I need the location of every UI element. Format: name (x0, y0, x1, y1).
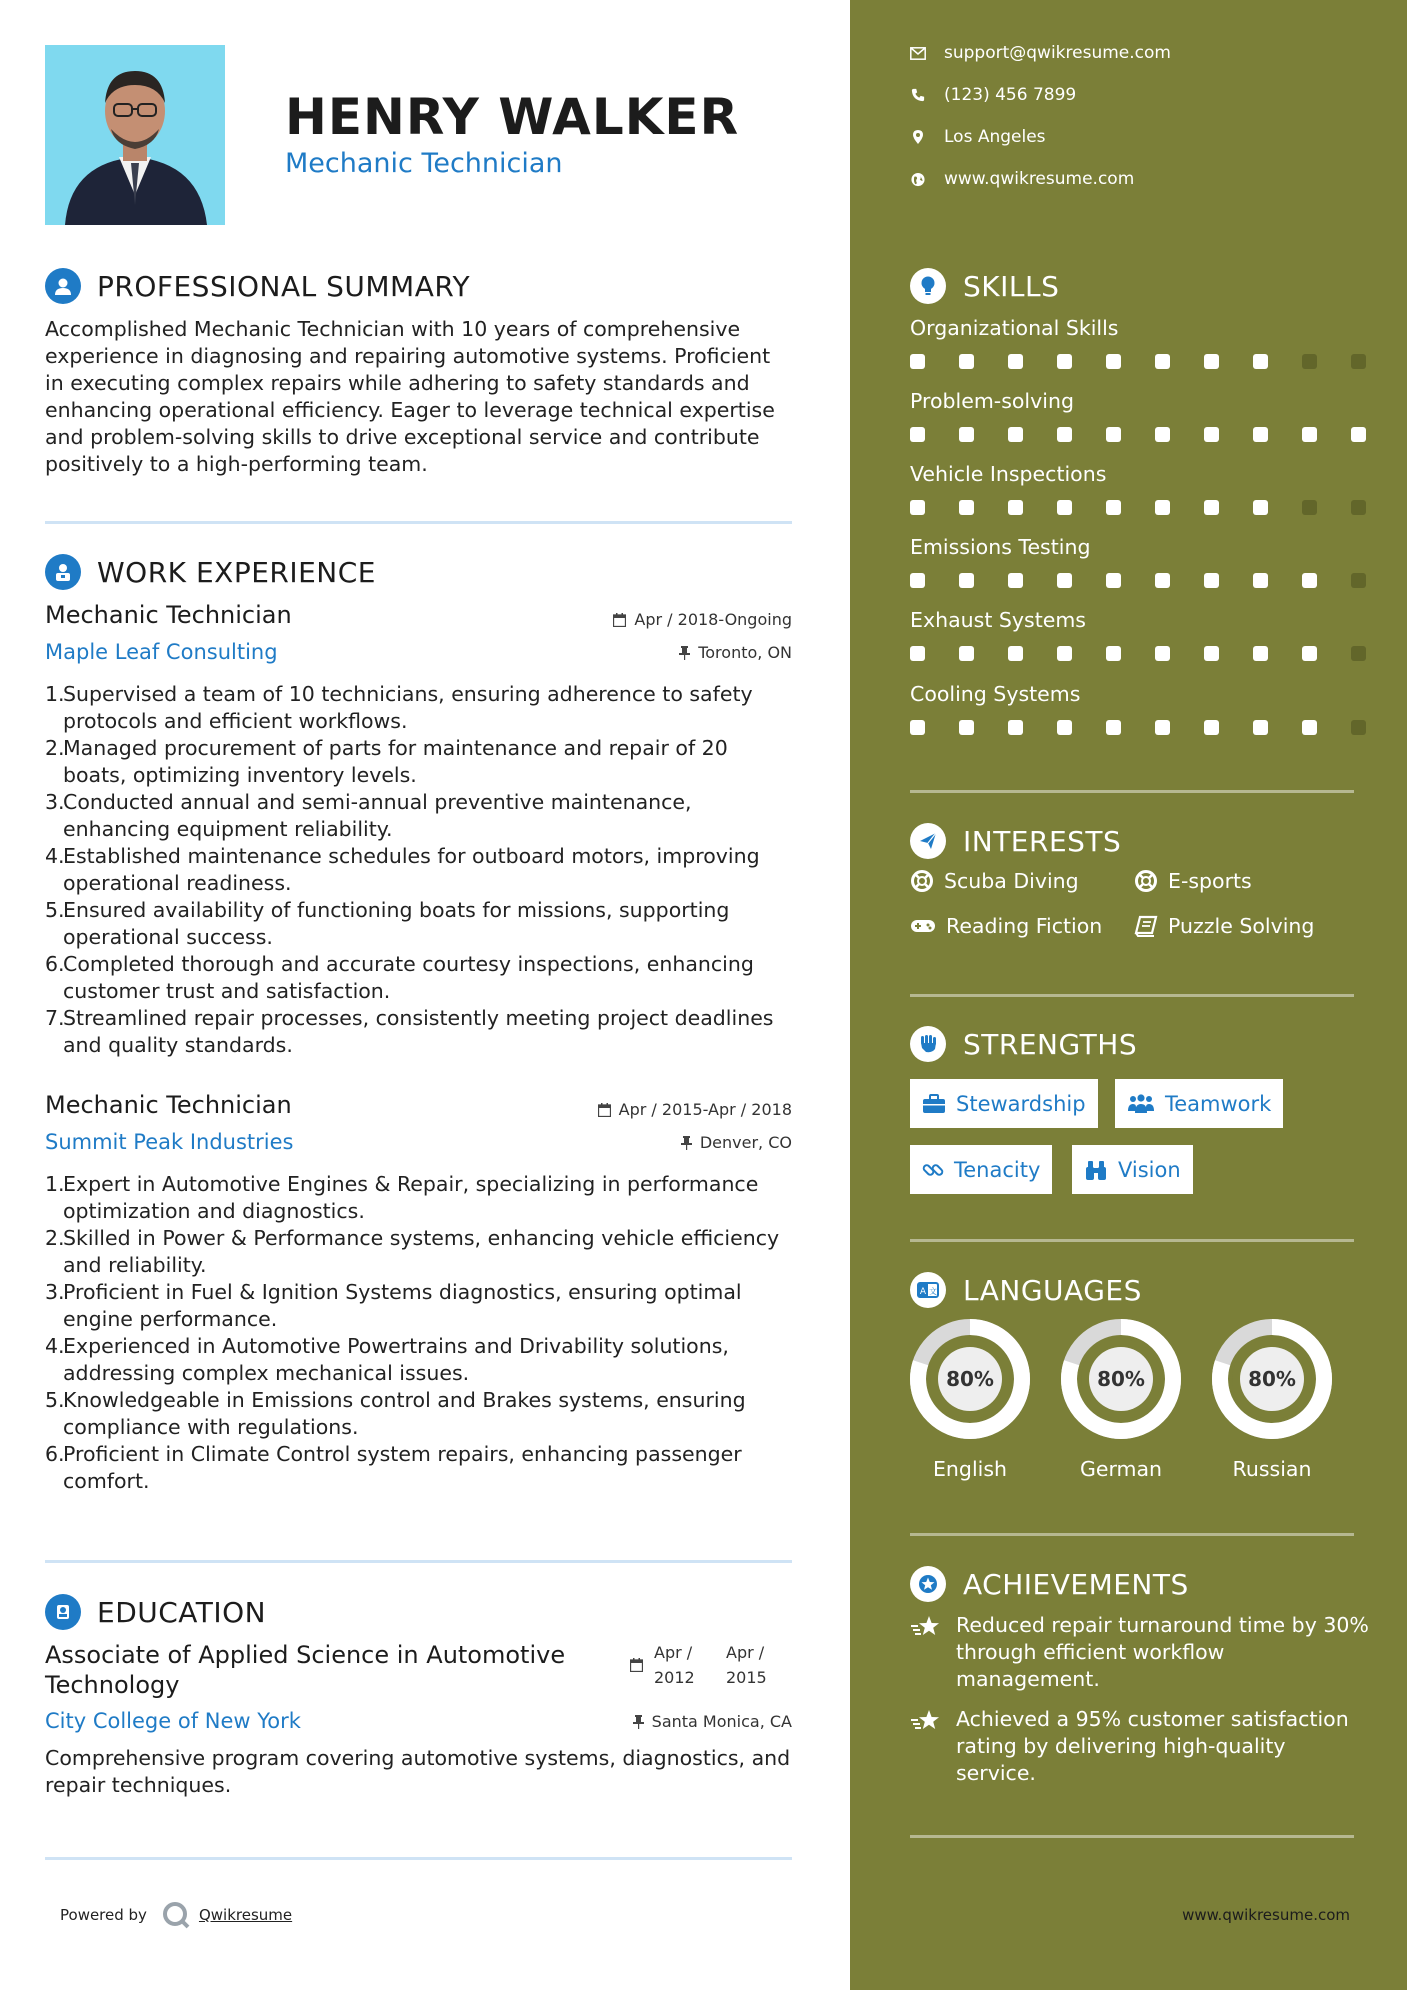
skill-dot-filled (1253, 354, 1268, 369)
job-dates (598, 1100, 792, 1119)
briefcase-icon (922, 1094, 946, 1114)
skill-dot-filled (1204, 354, 1219, 369)
skill-dot-filled (959, 354, 974, 369)
languages-title: LANGUAGES (963, 1273, 1142, 1307)
achievements-heading (910, 1566, 1189, 1602)
skill-dot-filled (1302, 573, 1317, 588)
strengths-heading (910, 1026, 1137, 1062)
skill-dot-filled (1057, 573, 1072, 588)
pin-icon (633, 1715, 644, 1729)
strength-badge: Tenacity (910, 1145, 1052, 1194)
duty-item: 6. Proficient in Climate Control system repairs, enhancing passenger comfort. (45, 1442, 742, 1493)
skill-dot-filled (1008, 354, 1023, 369)
duty-item: 6. Completed thorough and accurate courtesy inspections, enhancing customer trust and satisfaction. (45, 952, 754, 1003)
skill-dot-filled (1253, 720, 1268, 735)
language-progress-ring (1059, 1317, 1183, 1441)
briefcase-user-icon (45, 554, 81, 590)
contact-location: Los Angeles (910, 127, 1046, 147)
divider (45, 1857, 792, 1860)
globe-icon (910, 172, 926, 187)
skill-dot-filled (1204, 646, 1219, 661)
skill-dot-filled (1106, 427, 1121, 442)
interest-item: E-sports (1134, 869, 1252, 893)
skill-dot-filled (1155, 427, 1170, 442)
education-heading (45, 1594, 266, 1630)
skill-name: Cooling Systems (910, 682, 1081, 706)
powered-by (60, 1900, 292, 1930)
footer-website[interactable]: www.qwikresume.com (1182, 1906, 1350, 1924)
language-percent: 80% (946, 1367, 994, 1391)
language-progress-ring (908, 1317, 1032, 1441)
divider (910, 1533, 1354, 1536)
language-item (1059, 1317, 1183, 1481)
duty-item: 2. Managed procurement of parts for maintenance and repair of 20 boats, optimizing inventory levels. (45, 736, 728, 787)
work-heading (45, 554, 376, 590)
job-dates-text: Apr / 2018-Ongoing (634, 610, 792, 629)
interests-heading (910, 823, 1121, 859)
job-dates (613, 610, 792, 629)
duty-item: 2. Skilled in Power & Performance systems, enhancing vehicle efficiency and reliability. (45, 1226, 780, 1277)
skill-dot-filled (959, 573, 974, 588)
duty-item: 3. Proficient in Fuel & Ignition Systems diagnostics, ensuring optimal engine performance. (45, 1280, 742, 1331)
skill-dot-empty (1302, 354, 1317, 369)
school-location (633, 1712, 792, 1731)
link-icon (922, 1159, 944, 1181)
qwikresume-logo-icon (161, 1900, 191, 1930)
skill-dot-filled (1008, 720, 1023, 735)
skill-dot-filled (1057, 646, 1072, 661)
summary-text: Accomplished Mechanic Technician with 10 years of comprehensive experience in diagnosing and repairing automotive systems. Proficient in executing complex repairs while adhering to safety standards and enhancing operational efficiency. Eager to leverage technical expertise and problem-solving skills to drive exceptional service and contribute positively to a high-performing team. (45, 317, 775, 476)
skill-rating (910, 720, 1400, 735)
duty-item: 3. Conducted annual and semi-annual preventive maintenance, enhancing equipment reliability. (45, 790, 692, 841)
skill-dot-empty (1351, 354, 1366, 369)
skill-dot-filled (1106, 573, 1121, 588)
skill-name: Emissions Testing (910, 535, 1091, 559)
calendar-icon (613, 613, 626, 627)
skill-dot-filled (959, 646, 974, 661)
fist-icon (910, 1026, 946, 1062)
gamepad-icon (910, 916, 936, 936)
skill-dot-filled (1253, 573, 1268, 588)
duty-item: 4. Established maintenance schedules for outboard motors, improving operational readiness. (45, 844, 760, 895)
skill-dot-filled (1008, 573, 1023, 588)
divider (910, 994, 1354, 997)
interests-title: INTERESTS (963, 824, 1122, 858)
duty-item: 7. Streamlined repair processes, consistently meeting project deadlines and quality standards. (45, 1006, 774, 1057)
duty-item: 1. Expert in Automotive Engines & Repair, specializing in performance optimization and diagnostics. (45, 1172, 759, 1223)
education-title: EDUCATION (97, 1595, 267, 1629)
skill-dot-filled (1155, 720, 1170, 735)
skill-name: Vehicle Inspections (910, 462, 1107, 486)
skill-rating (910, 573, 1400, 588)
binoculars-icon (1084, 1159, 1108, 1181)
skill-dot-filled (959, 500, 974, 515)
achievement-item: Achieved a 95% customer satisfaction rating by delivering high-quality service. (910, 1706, 1370, 1787)
skill-dot-empty (1351, 573, 1366, 588)
skill-dot-filled (1057, 500, 1072, 515)
skill-dot-filled (1253, 646, 1268, 661)
summary-title: PROFESSIONAL SUMMARY (97, 269, 471, 303)
degree-title: Associate of Applied Science in Automotive Technology (45, 1641, 566, 1699)
language-percent: 80% (1248, 1367, 1296, 1391)
skill-dot-filled (1253, 500, 1268, 515)
job-company: Maple Leaf Consulting (45, 640, 278, 664)
book-icon (1134, 915, 1158, 937)
school-name: City College of New York (45, 1709, 301, 1733)
divider (45, 521, 792, 524)
job-title: Mechanic Technician (45, 1091, 292, 1119)
skill-dot-filled (910, 720, 925, 735)
interest-item: Reading Fiction (910, 914, 1102, 938)
start-date: Apr / 2012 (654, 1643, 695, 1687)
job-location (681, 1133, 792, 1152)
job-location-text: Toronto, ON (698, 643, 792, 662)
language-icon (910, 1272, 946, 1308)
skill-dot-empty (1351, 500, 1366, 515)
skill-dot-filled (1204, 573, 1219, 588)
skill-dot-filled (1204, 500, 1219, 515)
education-dates (654, 1640, 786, 1690)
skill-name: Exhaust Systems (910, 608, 1086, 632)
skill-dot-filled (1106, 646, 1121, 661)
life-ring-icon (910, 869, 934, 893)
user-icon (45, 268, 81, 304)
duty-item: 4. Experienced in Automotive Powertrains and Drivability solutions, addressing complex mechanical issues. (45, 1334, 729, 1385)
language-name: German (1079, 1457, 1163, 1481)
skill-dot-filled (1204, 720, 1219, 735)
skills-title: SKILLS (963, 269, 1060, 303)
divider (910, 790, 1354, 793)
svg-text:A: A (919, 1287, 927, 1297)
skill-name: Organizational Skills (910, 316, 1119, 340)
strengths-title: STRENGTHS (963, 1027, 1138, 1061)
skill-dot-filled (1008, 427, 1023, 442)
skill-dot-filled (910, 427, 925, 442)
languages-heading (910, 1272, 1142, 1308)
pin-icon (679, 646, 690, 660)
school-location-text: Santa Monica, CA (651, 1712, 792, 1731)
graduate-icon (45, 1594, 81, 1630)
language-item (1210, 1317, 1334, 1481)
lightbulb-icon (910, 268, 946, 304)
skill-dot-filled (1155, 500, 1170, 515)
end-date: Apr / 2015 (726, 1643, 767, 1687)
calendar-icon (630, 1658, 643, 1672)
skill-dot-filled (1155, 646, 1170, 661)
language-name: English (932, 1457, 1008, 1481)
candidate-name: HENRY WALKER (285, 88, 740, 146)
job-location (679, 643, 792, 662)
skill-dot-empty (1302, 500, 1317, 515)
skill-dot-filled (1057, 354, 1072, 369)
summary-heading (45, 268, 470, 304)
skill-dot-filled (1106, 720, 1121, 735)
contact-phone: (123) 456 7899 (910, 85, 1076, 105)
sidebar (850, 0, 1407, 1990)
skill-dot-filled (1008, 646, 1023, 661)
skill-dot-filled (1008, 500, 1023, 515)
work-title: WORK EXPERIENCE (97, 555, 376, 589)
envelope-icon (910, 47, 926, 60)
language-name: Russian (1232, 1457, 1312, 1481)
shooting-star-icon (910, 1614, 942, 1640)
skill-name: Problem-solving (910, 389, 1074, 413)
skill-dot-filled (959, 720, 974, 735)
skill-dot-filled (1155, 573, 1170, 588)
language-progress-ring (1210, 1317, 1334, 1441)
star-badge-icon (910, 1566, 946, 1602)
job-dates-text: Apr / 2015-Apr / 2018 (618, 1100, 792, 1119)
education-description: Comprehensive program covering automotive systems, diagnostics, and repair techniques. (45, 1746, 791, 1797)
interest-item: Scuba Diving (910, 869, 1079, 893)
skill-dot-filled (1057, 720, 1072, 735)
contact-email: support@qwikresume.com (910, 43, 1171, 63)
language-item (908, 1317, 1032, 1481)
interest-item: Puzzle Solving (1134, 914, 1314, 938)
life-ring-icon (1134, 869, 1158, 893)
duty-item: 5. Knowledgeable in Emissions control and Brakes systems, ensuring compliance with regulations. (45, 1388, 746, 1439)
divider (45, 1560, 792, 1563)
shooting-star-icon (910, 1708, 942, 1734)
skills-heading (910, 268, 1059, 304)
skill-rating (910, 500, 1400, 515)
achievement-item: Reduced repair turnaround time by 30% through efficient workflow management. (910, 1612, 1370, 1693)
job-location-text: Denver, CO (699, 1133, 792, 1152)
language-percent: 80% (1097, 1367, 1145, 1391)
contact-website: www.qwikresume.com (910, 169, 1134, 189)
skill-dot-empty (1351, 720, 1366, 735)
skill-rating (910, 427, 1400, 442)
skill-rating (910, 646, 1400, 661)
job-title: Mechanic Technician (45, 601, 292, 629)
skill-dot-filled (1351, 427, 1366, 442)
users-icon (1127, 1094, 1155, 1114)
skill-dot-filled (1204, 427, 1219, 442)
calendar-icon (598, 1103, 611, 1117)
skill-dot-filled (910, 573, 925, 588)
divider (910, 1239, 1354, 1242)
skill-dot-filled (910, 646, 925, 661)
powered-by-label: Powered by (60, 1906, 147, 1924)
strength-badge: Teamwork (1115, 1079, 1283, 1128)
skill-dot-filled (1302, 427, 1317, 442)
qwikresume-link[interactable]: Qwikresume (198, 1906, 293, 1924)
skill-dot-filled (1106, 500, 1121, 515)
skill-dot-filled (1302, 646, 1317, 661)
skill-dot-filled (910, 354, 925, 369)
phone-icon (910, 88, 926, 102)
pin-icon (681, 1136, 692, 1150)
divider (910, 1835, 1354, 1838)
paper-plane-icon (910, 823, 946, 859)
skill-dot-filled (1106, 354, 1121, 369)
skill-dot-filled (1057, 427, 1072, 442)
job-duties-list (45, 1171, 795, 1495)
candidate-role: Mechanic Technician (285, 148, 563, 179)
strength-badge: Stewardship (910, 1079, 1098, 1128)
skill-dot-empty (1351, 646, 1366, 661)
skill-dot-filled (910, 500, 925, 515)
duty-item: 1. Supervised a team of 10 technicians, ensuring adherence to safety protocols and efficient workflows. (45, 682, 753, 733)
profile-photo (45, 45, 225, 225)
achievements-title: ACHIEVEMENTS (963, 1567, 1189, 1601)
svg-text:文: 文 (929, 1287, 937, 1296)
duty-item: 5. Ensured availability of functioning boats for missions, supporting operational success. (45, 898, 730, 949)
skill-rating (910, 354, 1400, 369)
skill-dot-filled (1155, 354, 1170, 369)
map-marker-icon (910, 129, 926, 145)
person-portrait-icon (45, 45, 225, 225)
skill-dot-filled (959, 427, 974, 442)
skill-dot-filled (1253, 427, 1268, 442)
job-duties-list (45, 681, 795, 1059)
skill-dot-filled (1302, 720, 1317, 735)
strength-badge: Vision (1072, 1145, 1193, 1194)
job-company: Summit Peak Industries (45, 1130, 294, 1154)
